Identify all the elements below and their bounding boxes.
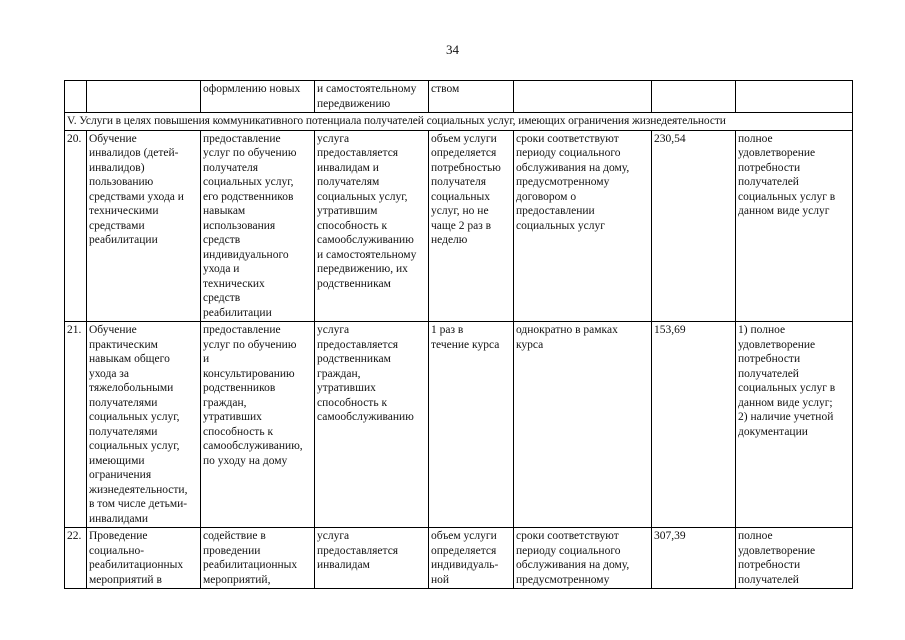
service-condition: услуга предоставляется родственникам граждан, утративших способность к самообслуживанию: [315, 322, 429, 528]
cell: [87, 81, 201, 113]
service-price: 307,39: [652, 528, 736, 589]
service-result: полное удовлетворение потребности получателей социальных услуг в данном виде услуг: [736, 130, 853, 322]
service-description: предоставление услуг по обучению получателя социальных услуг, его родственников навыкам использования средств индивидуального ухода и технических средств реабилитации: [201, 130, 315, 322]
cell: [65, 81, 87, 113]
table-row: [65, 322, 853, 528]
service-description: предоставление услуг по обучению и консультированию родственников граждан, утративших способность к самообслуживанию, по уходу на дому: [201, 322, 315, 528]
continuation-row: [65, 81, 853, 113]
row-number: 22.: [65, 528, 87, 589]
table-row: [65, 130, 853, 322]
service-description: содействие в проведении реабилитационных мероприятий,: [201, 528, 315, 589]
service-name: Проведение социально- реабилитационных мероприятий в: [87, 528, 201, 589]
table-row: [65, 528, 853, 589]
section-row: [65, 113, 853, 131]
service-price: 153,69: [652, 322, 736, 528]
cell: [652, 81, 736, 113]
service-name: Обучение практическим навыкам общего ухода за тяжелобольными получателями социальных услуг, получателями социальных услуг, имеющими ограничения жизнедеятельности, в том числе детьми- инвалидами: [87, 322, 201, 528]
service-result: полное удовлетворение потребности получателей: [736, 528, 853, 589]
service-name: Обучение инвалидов (детей- инвалидов) пользованию средствами ухода и техническими средствами реабилитации: [87, 130, 201, 322]
service-term: сроки соответствуют периоду социального обслуживания на дому, предусмотренному договором о предоставлении социальных услуг: [514, 130, 652, 322]
cell: [514, 81, 652, 113]
service-volume: 1 раз в течение курса: [429, 322, 514, 528]
cell: ством: [429, 81, 514, 113]
service-term: сроки соответствуют периоду социального обслуживания на дому, предусмотренному: [514, 528, 652, 589]
service-term: однократно в рамках курса: [514, 322, 652, 528]
cell: оформлению новых: [201, 81, 315, 113]
page-number: 34: [446, 42, 459, 57]
service-volume: объем услуги определяется потребностью получателя социальных услуг, но не чаще 2 раз в неделю: [429, 130, 514, 322]
row-number: 20.: [65, 130, 87, 322]
cell: [736, 81, 853, 113]
service-price: 230,54: [652, 130, 736, 322]
service-condition: услуга предоставляется инвалидам: [315, 528, 429, 589]
cell: и самостоятельному передвижению: [315, 81, 429, 113]
section-title: V. Услуги в целях повышения коммуникативного потенциала получателей социальных услуг, имеющих ограничения жизнедеятельности: [65, 113, 853, 131]
service-result: 1) полное удовлетворение потребности получателей социальных услуг в данном виде услуг; 2) наличие учетной документации: [736, 322, 853, 528]
service-volume: объем услуги определяется индивидуаль- ной: [429, 528, 514, 589]
services-table: [64, 80, 853, 589]
service-condition: услуга предоставляется инвалидам и получателям социальных услуг, утратившим способность к самообслуживанию и самостоятельному передвижению, их родственникам: [315, 130, 429, 322]
row-number: 21.: [65, 322, 87, 528]
